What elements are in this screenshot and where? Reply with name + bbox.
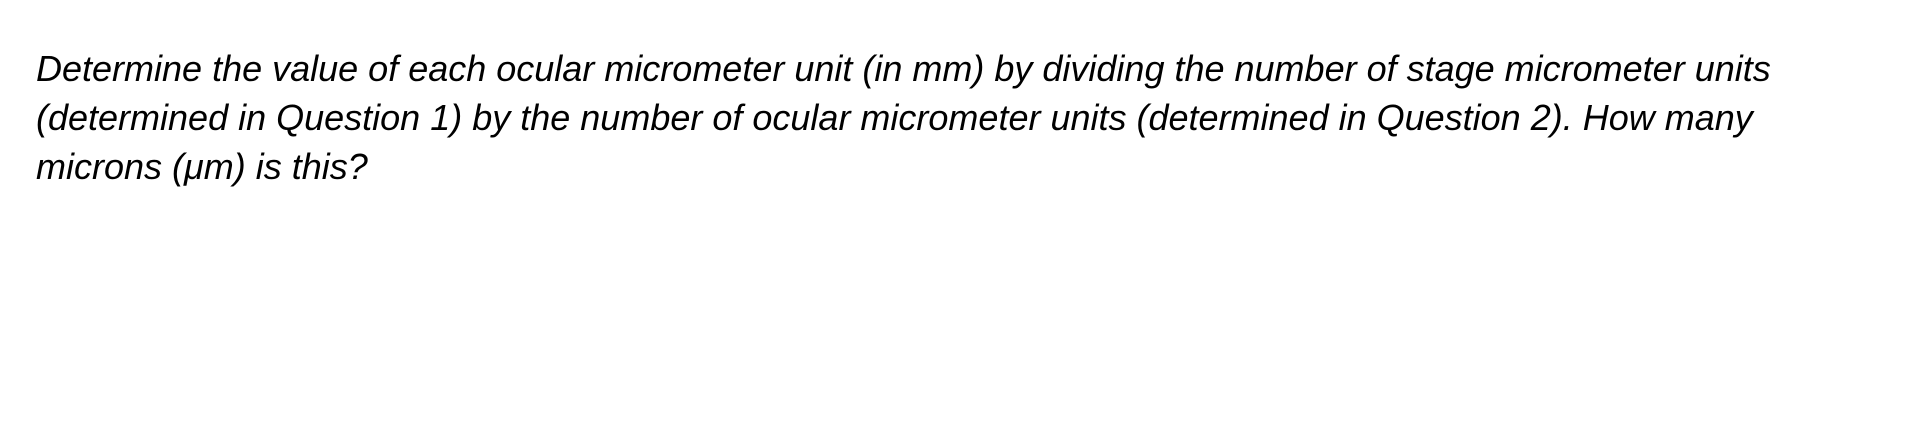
question-line-3: microns (μm) is this? xyxy=(36,146,368,187)
question-line-2: (determined in Question 1) by the number of ocular micrometer units (determined in Question 2). How many xyxy=(36,97,1753,138)
question-text xyxy=(36,44,1896,191)
question-line-1: Determine the value of each ocular micrometer unit (in mm) by dividing the number of stage micrometer units xyxy=(36,48,1771,89)
